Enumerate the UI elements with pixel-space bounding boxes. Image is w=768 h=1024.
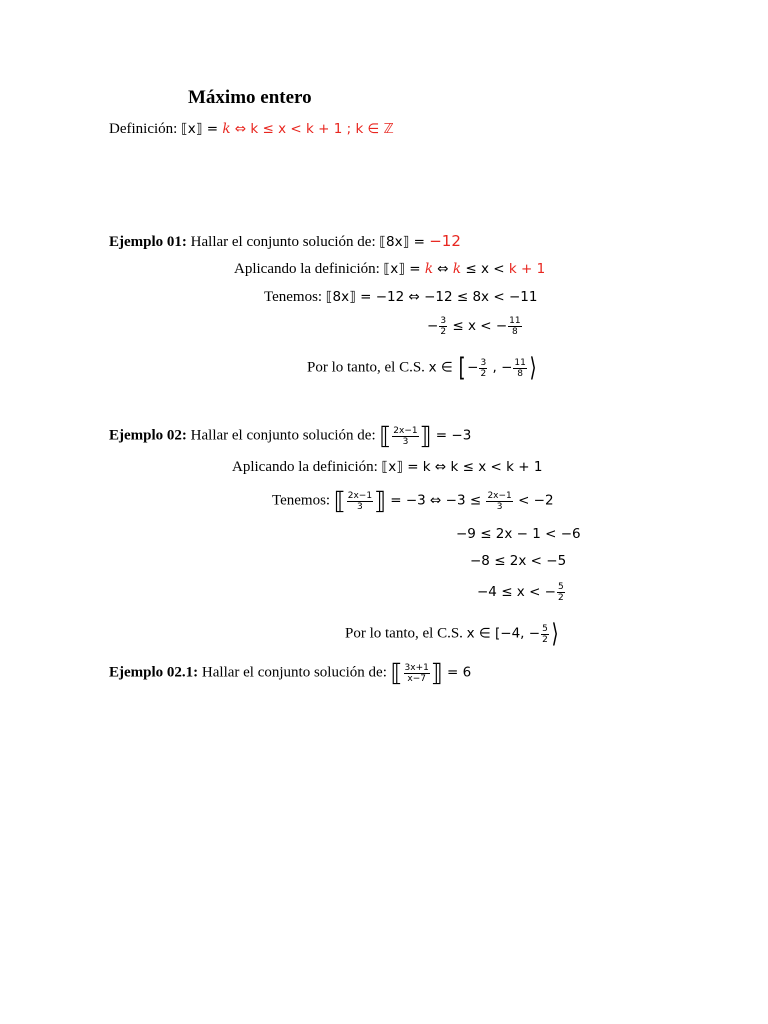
- example-02-line3: [477, 582, 566, 603]
- floor-open-icon: ⟦: [333, 487, 346, 515]
- example-02-cs-frac: $\frac{5}{2}$: [542, 623, 548, 645]
- example-021-label: Ejemplo 02.1:: [109, 664, 199, 681]
- example-021-frac: $\frac{3x+1}{x-7}$: [404, 662, 429, 684]
- example-02-tenemos-end: < −2: [513, 492, 554, 509]
- example-01-apply: [234, 259, 545, 279]
- example-01-cs-label: Por lo tanto, el C.S.: [307, 359, 429, 376]
- floor-close-icon: ⟧: [419, 422, 432, 450]
- example-02-line3-frac: $\frac{5}{2}$: [558, 582, 564, 604]
- example-02-heading: [109, 424, 471, 448]
- example-02-tenemos-frac2: $\frac{2x-1}{3}$: [487, 490, 512, 512]
- example-01-apply-iff: ⇔: [433, 261, 453, 277]
- example-01-eq-rhs: −12: [429, 232, 461, 250]
- right-angle-bracket-icon: ⟩: [551, 619, 559, 649]
- example-01-step-mid: ≤ x < −: [448, 318, 508, 334]
- example-01-cs-neg: −: [467, 359, 479, 376]
- example-02-apply-expr: ⟦x⟧ = k ⇔ k ≤ x < k + 1: [381, 459, 543, 475]
- example-02-eq-rhs: = −3: [431, 427, 472, 444]
- example-02-cs-pre: x ∈ [−4, −: [466, 625, 541, 642]
- example-021-text: Hallar el conjunto solución de:: [198, 664, 391, 681]
- example-01-tenemos: [264, 287, 537, 307]
- example-02-cs-label: Por lo tanto, el C.S.: [345, 625, 467, 642]
- example-01-heading: [109, 231, 461, 252]
- definition-lhs: ⟦x⟧ =: [181, 121, 223, 137]
- example-021-eq-rhs: = 6: [442, 664, 472, 681]
- example-01-cs-frac2: $\frac{11}{8}$: [514, 357, 526, 379]
- example-01-label: Ejemplo 01:: [109, 234, 187, 250]
- example-01-step-frac2: $\frac{11}{8}$: [509, 316, 521, 338]
- example-02-label: Ejemplo 02:: [109, 427, 187, 444]
- example-01-text: Hallar el conjunto solución de:: [186, 234, 380, 250]
- page-title: Máximo entero: [188, 87, 312, 108]
- definition-label: Definición:: [109, 121, 178, 137]
- example-01-eq-lhs: ⟦8x⟧ =: [379, 234, 430, 250]
- example-02-tenemos: [272, 489, 554, 513]
- example-02-line3-pre: −4 ≤ x < −: [477, 584, 556, 600]
- example-01-apply-label: Aplicando la definición:: [234, 261, 384, 277]
- example-02-apply-label: Aplicando la definición:: [232, 459, 382, 475]
- example-01-cs-frac1: $\frac{3}{2}$: [480, 357, 487, 379]
- example-01-tenemos-label: Tenemos:: [264, 289, 326, 305]
- example-02-solution: [345, 621, 560, 647]
- example-01-cs-expr: x ∈: [428, 359, 458, 376]
- floor-close-icon: ⟧: [430, 659, 443, 687]
- example-02-tenemos-rhs: = −3 ⇔ −3 ≤: [385, 492, 486, 509]
- example-02-tenemos-frac: $\frac{2x-1}{3}$: [347, 490, 373, 512]
- right-angle-bracket-icon: ⟩: [529, 353, 537, 383]
- example-01-solution: [307, 355, 538, 381]
- example-01-apply-k: k: [424, 261, 433, 277]
- example-02-apply: [232, 457, 542, 477]
- example-01-apply-k2: k: [452, 261, 462, 277]
- definition-k: k: [222, 121, 231, 137]
- example-01-apply-k3: k + 1: [508, 261, 546, 277]
- example-02-line2: −8 ≤ 2x < −5: [470, 553, 567, 569]
- example-021-heading: [109, 661, 471, 685]
- example-02-text: Hallar el conjunto solución de:: [186, 427, 380, 444]
- example-02-line1: −9 ≤ 2x − 1 < −6: [456, 526, 581, 542]
- example-01-tenemos-expr: ⟦8x⟧ = −12 ⇔ −12 ≤ 8x < −11: [325, 289, 538, 305]
- example-01-step-frac1: $\frac{3}{2}$: [440, 316, 447, 338]
- example-02-frac: $\frac{2x-1}{3}$: [393, 425, 418, 447]
- floor-close-icon: ⟧: [374, 487, 386, 515]
- example-01-step-neg: −: [427, 318, 439, 334]
- floor-open-icon: ⟦: [379, 422, 392, 450]
- example-01-apply-lhs: ⟦x⟧ =: [383, 261, 425, 277]
- floor-open-icon: ⟦: [390, 659, 403, 687]
- example-01-cs-sep: , −: [488, 359, 513, 376]
- definition-line: [109, 119, 394, 139]
- left-bracket-icon: [: [458, 353, 466, 383]
- example-01-apply-mid: ≤ x <: [461, 261, 509, 277]
- definition-rest: ⇔ k ≤ x < k + 1 ; k ∈ ℤ: [230, 121, 394, 137]
- example-01-step: [427, 316, 523, 337]
- example-02-tenemos-label: Tenemos:: [272, 492, 334, 509]
